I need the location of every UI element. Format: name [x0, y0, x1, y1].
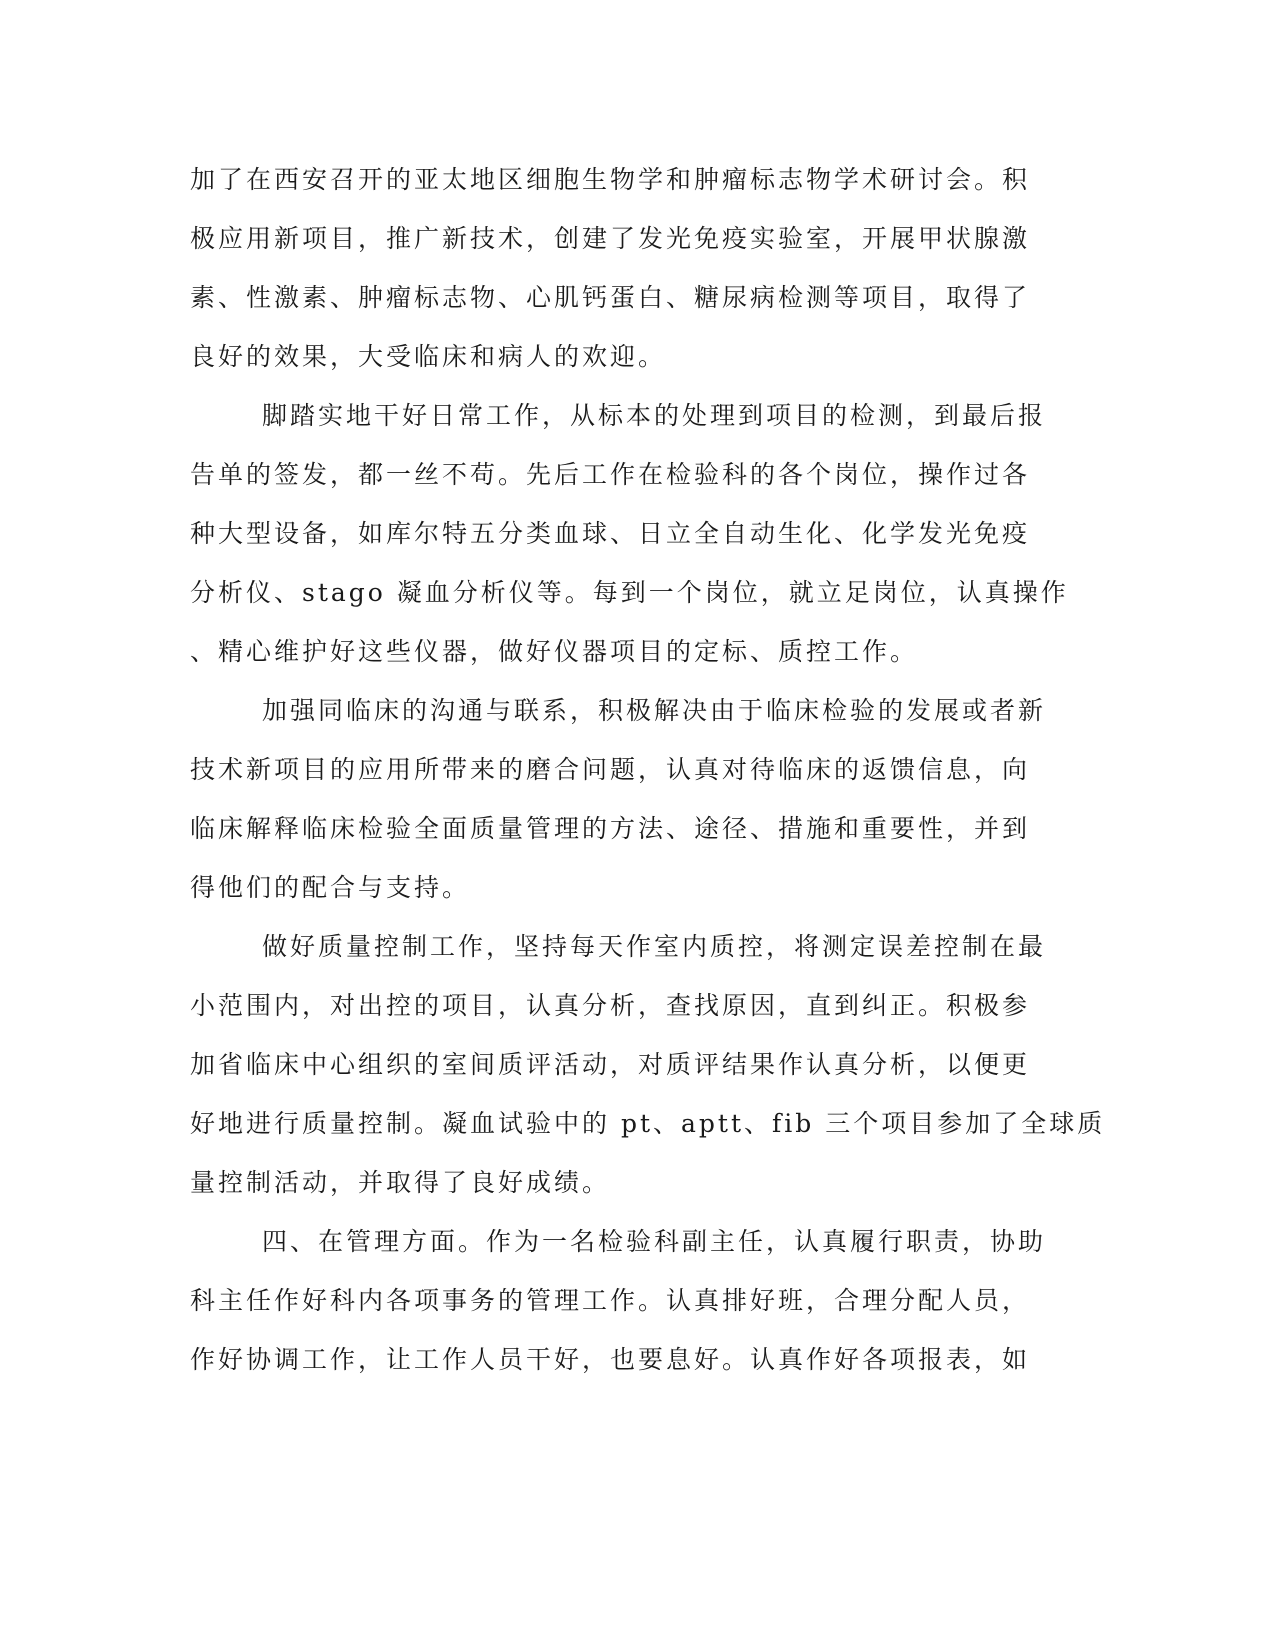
paragraph-start-line: 四、在管理方面。作为一名检验科副主任，认真履行职责，协助: [262, 1227, 1047, 1256]
text-line: 分析仪、stago 凝血分析仪等。每到一个岗位，就立足岗位，认真操作: [190, 578, 1069, 607]
text-line: 小范围内，对出控的项目，认真分析，查找原因，直到纠正。积极参: [190, 991, 1031, 1020]
paragraph-start-line: 加强同临床的沟通与联系，积极解决由于临床检验的发展或者新: [262, 696, 1047, 725]
text-line: 加省临床中心组织的室间质评活动，对质评结果作认真分析，以便更: [190, 1050, 1031, 1079]
text-line: 科主任作好科内各项事务的管理工作。认真排好班，合理分配人员，: [190, 1286, 1031, 1315]
text-line: 作好协调工作，让工作人员干好，也要息好。认真作好各项报表，如: [190, 1345, 1031, 1374]
text-line: 、精心维护好这些仪器，做好仪器项目的定标、质控工作。: [190, 637, 919, 666]
text-line: 告单的签发，都一丝不苟。先后工作在检验科的各个岗位，操作过各: [190, 460, 1031, 489]
text-line: 极应用新项目，推广新技术，创建了发光免疫实验室，开展甲状腺激: [190, 224, 1031, 253]
paragraph-start-line: 脚踏实地干好日常工作，从标本的处理到项目的检测，到最后报: [262, 401, 1047, 430]
text-line: 得他们的配合与支持。: [190, 873, 471, 902]
text-line: 量控制活动，并取得了良好成绩。: [190, 1168, 611, 1197]
text-line: 技术新项目的应用所带来的磨合问题，认真对待临床的返馈信息，向: [190, 755, 1031, 784]
text-line: 良好的效果，大受临床和病人的欢迎。: [190, 342, 667, 371]
text-line: 临床解释临床检验全面质量管理的方法、途径、措施和重要性，并到: [190, 814, 1031, 843]
text-line: 种大型设备，如库尔特五分类血球、日立全自动生化、化学发光免疫: [190, 519, 1031, 548]
text-line: 素、性激素、肿瘤标志物、心肌钙蛋白、糖尿病检测等项目，取得了: [190, 283, 1031, 312]
text-line: 加了在西安召开的亚太地区细胞生物学和肿瘤标志物学术研讨会。积: [190, 165, 1031, 194]
paragraph-start-line: 做好质量控制工作，坚持每天作室内质控，将测定误差控制在最: [262, 932, 1047, 961]
text-line: 好地进行质量控制。凝血试验中的 pt、aptt、fib 三个项目参加了全球质: [190, 1109, 1106, 1138]
